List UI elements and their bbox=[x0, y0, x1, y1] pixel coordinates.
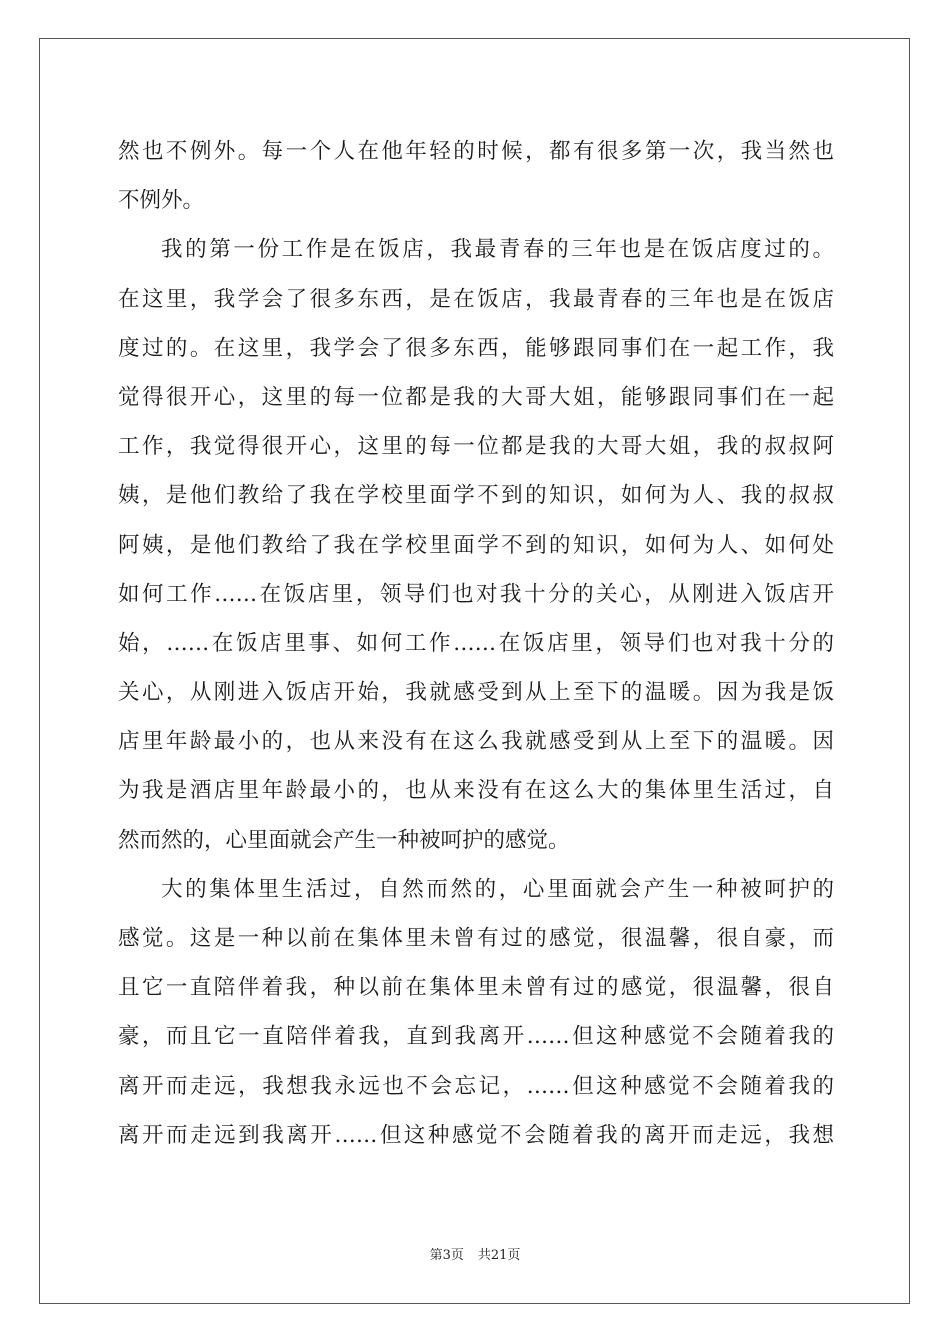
text-line: 觉得很开心，这里的每一位都是我的大哥大姐，能够跟同事们在一起 bbox=[118, 384, 834, 410]
text-line: 感觉。这是一种以前在集体里未曾有过的感觉，很温馨，很自豪，而 bbox=[118, 926, 834, 951]
text-line: 关心，从刚进入饭店开始，我就感受到从上至下的温暖。因为我是饭 bbox=[118, 680, 834, 706]
text-line: 姨，是他们教给了我在学校里面学不到的知识，如何为人、我的叔叔 bbox=[118, 483, 834, 509]
text-line: 始，……在饭店里事、如何工作……在饭店里，领导们也对我十分的 bbox=[118, 630, 834, 656]
text-line: 度过的。在这里，我学会了很多东西，能够跟同事们在一起工作，我 bbox=[118, 335, 834, 361]
text-line: 在这里，我学会了很多东西，是在饭店，我最青春的三年也是在饭店 bbox=[118, 286, 834, 312]
text-line: 店里年龄最小的，也从来没有在这么我就感受到从上至下的温暖。因 bbox=[118, 729, 834, 755]
text-line: 工作，我觉得很开心，这里的每一位都是我的大哥大姐，我的叔叔阿 bbox=[118, 434, 834, 460]
document-body bbox=[118, 127, 834, 1160]
page-number: 第3页 bbox=[429, 1248, 464, 1263]
text-line: 且它一直陪伴着我，种以前在集体里未曾有过的感觉，很温馨，很自 bbox=[118, 975, 834, 1001]
text-line: 为我是酒店里年龄最小的，也从来没有在这么大的集体里生活过，自 bbox=[118, 778, 834, 804]
text-line: 我的第一份工作是在饭店，我最青春的三年也是在饭店度过的。 bbox=[161, 237, 834, 263]
text-line: 不例外。 bbox=[118, 188, 205, 214]
text-line: 离开而走远，我想我永远也不会忘记，……但这种感觉不会随着我的 bbox=[118, 1073, 834, 1099]
text-line: 然也不例外。每一个人在他年轻的时候，都有很多第一次，我当然也 bbox=[118, 139, 834, 164]
text-line: 离开而走远到我离开……但这种感觉不会随着我的离开而走远，我想 bbox=[118, 1122, 834, 1148]
text-line: 如何工作……在饭店里，领导们也对我十分的关心，从刚进入饭店开 bbox=[118, 581, 834, 607]
text-line: 大的集体里生活过，自然而然的，心里面就会产生一种被呵护的 bbox=[161, 876, 834, 902]
text-line: 阿姨，是他们教给了我在学校里面学不到的知识，如何为人、如何处 bbox=[118, 532, 834, 558]
page-total: 共21页 bbox=[477, 1248, 521, 1263]
text-line: 然而然的，心里面就会产生一种被呵护的感觉。 bbox=[118, 827, 570, 853]
text-line: 豪，而且它一直陪伴着我，直到我离开……但这种感觉不会随着我的 bbox=[118, 1024, 834, 1050]
page-footer bbox=[0, 1246, 950, 1266]
